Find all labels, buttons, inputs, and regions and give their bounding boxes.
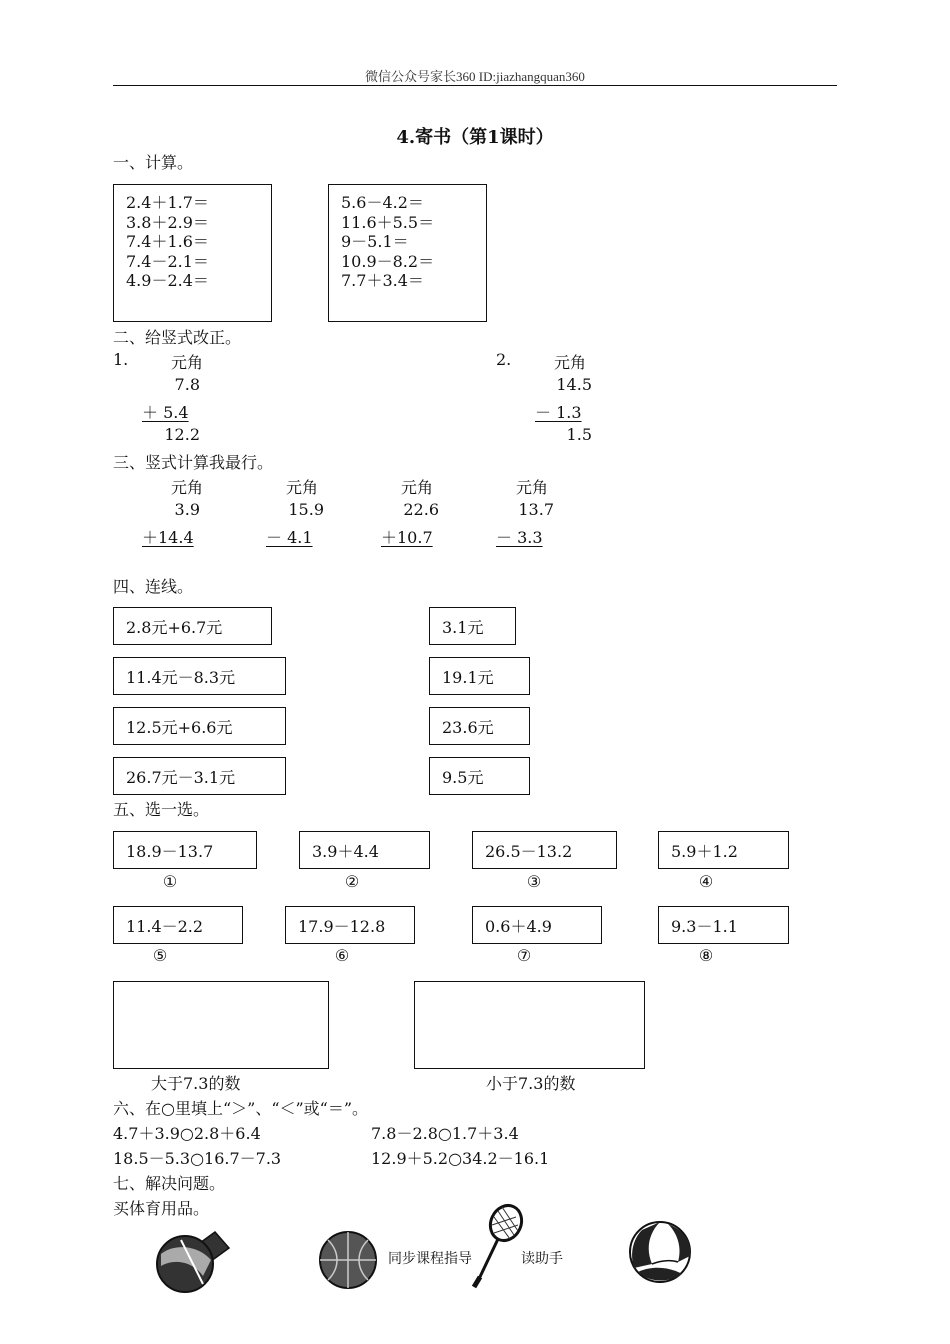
calc-item: 4.9－2.4＝ xyxy=(126,271,209,290)
choice-expr-3[interactable]: 26.5－13.2 xyxy=(472,831,617,869)
vertical-4-unit: 元角 xyxy=(516,478,549,497)
choice-expr-1[interactable]: 18.9－13.7 xyxy=(113,831,257,869)
correction-2-result: 1.5 xyxy=(566,425,592,444)
match-left-1[interactable]: 2.8元+6.7元 xyxy=(113,607,272,645)
calc-item: 11.6＋5.5＝ xyxy=(341,212,435,232)
match-left-4[interactable]: 26.7元－3.1元 xyxy=(113,757,286,795)
calc-item: 3.8＋2.9＝ xyxy=(126,212,209,232)
match-right-2[interactable]: 19.1元 xyxy=(429,657,530,695)
choice-num-3: ③ xyxy=(526,872,542,891)
less-than-answer-box[interactable] xyxy=(414,981,645,1069)
ping-pong-paddle-icon xyxy=(153,1226,233,1296)
correction-1-operand: ＋ 5.4 xyxy=(142,403,189,422)
match-left-2[interactable]: 11.4元－8.3元 xyxy=(113,657,286,695)
correction-2-number: 2. xyxy=(496,350,512,369)
watermark-text-right: 读助手 xyxy=(521,1251,563,1267)
choice-expr-6[interactable]: 17.9－12.8 xyxy=(285,906,415,944)
basketball-icon xyxy=(318,1230,378,1290)
choice-expr-2[interactable]: 3.9＋4.4 xyxy=(299,831,430,869)
compare-item[interactable]: 18.5－5.3○16.7－7.3 xyxy=(113,1149,282,1168)
match-right-1[interactable]: 3.1元 xyxy=(429,607,516,645)
calc-item: 7.4－2.1＝ xyxy=(126,251,209,271)
section6-heading: 六、在○里填上“＞”、“＜”或“＝”。 xyxy=(113,1099,369,1118)
section1-heading: 一、计算。 xyxy=(113,153,194,172)
section4-heading: 四、连线。 xyxy=(113,577,194,596)
section5-heading: 五、选一选。 xyxy=(113,800,210,819)
correction-2-unit: 元角 xyxy=(554,353,587,372)
compare-item[interactable]: 7.8－2.8○1.7＋3.4 xyxy=(371,1124,519,1143)
choice-num-1: ① xyxy=(162,872,178,891)
correction-1-unit: 元角 xyxy=(171,353,204,372)
choice-num-5: ⑤ xyxy=(152,946,168,965)
choice-expr-5[interactable]: 11.4－2.2 xyxy=(113,906,243,944)
vertical-2-unit: 元角 xyxy=(286,478,319,497)
vertical-4-top: 13.7 xyxy=(518,500,554,519)
choice-expr-4[interactable]: 5.9＋1.2 xyxy=(658,831,789,869)
choice-expr-7[interactable]: 0.6＋4.9 xyxy=(472,906,602,944)
greater-than-label: 大于7.3的数 xyxy=(151,1074,241,1093)
badminton-racket-icon xyxy=(470,1203,526,1289)
header-rule xyxy=(113,85,837,86)
correction-2-top: 14.5 xyxy=(556,375,592,394)
compare-item[interactable]: 12.9＋5.2○34.2－16.1 xyxy=(371,1149,550,1168)
calc-box-1 xyxy=(113,184,272,322)
vertical-2-operand: － 4.1 xyxy=(266,528,313,547)
greater-than-answer-box[interactable] xyxy=(113,981,329,1069)
volleyball-icon xyxy=(628,1220,692,1284)
calc-item: 5.6－4.2＝ xyxy=(341,193,424,212)
match-right-4[interactable]: 9.5元 xyxy=(429,757,530,795)
vertical-3-top: 22.6 xyxy=(403,500,439,519)
section3-heading: 三、竖式计算我最行。 xyxy=(113,453,274,472)
less-than-label: 小于7.3的数 xyxy=(486,1074,576,1093)
section2-heading: 二、给竖式改正。 xyxy=(113,328,242,347)
choice-num-6: ⑥ xyxy=(334,946,350,965)
section7-heading: 七、解决问题。 xyxy=(113,1174,226,1193)
watermark-text-left: 同步课程指导 xyxy=(388,1251,472,1267)
match-right-3[interactable]: 23.6元 xyxy=(429,707,530,745)
choice-num-4: ④ xyxy=(698,872,714,891)
page-title: 4.寄书（第1课时） xyxy=(396,127,554,148)
calc-item: 9－5.1＝ xyxy=(341,232,409,251)
vertical-1-operand: ＋14.4 xyxy=(142,528,194,547)
vertical-1-top: 3.9 xyxy=(174,500,200,519)
vertical-3-unit: 元角 xyxy=(401,478,434,497)
choice-num-2: ② xyxy=(344,872,360,891)
choice-num-8: ⑧ xyxy=(698,946,714,965)
vertical-3-operand: ＋10.7 xyxy=(381,528,433,547)
correction-1-number: 1. xyxy=(113,350,129,369)
correction-1-top: 7.8 xyxy=(174,375,200,394)
vertical-2-top: 15.9 xyxy=(288,500,324,519)
page-header: 微信公众号家长360 ID:jiazhangquan360 xyxy=(365,69,585,84)
choice-expr-8[interactable]: 9.3－1.1 xyxy=(658,906,789,944)
vertical-4-operand: － 3.3 xyxy=(496,528,543,547)
correction-2-operand: － 1.3 xyxy=(535,403,582,422)
section7-subheading: 买体育用品。 xyxy=(113,1199,210,1218)
calc-item: 2.4＋1.7＝ xyxy=(126,193,209,212)
correction-1-result: 12.2 xyxy=(164,425,200,444)
calc-item: 10.9－8.2＝ xyxy=(341,251,435,271)
compare-item[interactable]: 4.7＋3.9○2.8＋6.4 xyxy=(113,1124,261,1143)
match-left-3[interactable]: 12.5元+6.6元 xyxy=(113,707,286,745)
calc-item: 7.7＋3.4＝ xyxy=(341,271,424,290)
calc-item: 7.4＋1.6＝ xyxy=(126,232,209,251)
choice-num-7: ⑦ xyxy=(516,946,532,965)
calc-box-2 xyxy=(328,184,487,322)
vertical-1-unit: 元角 xyxy=(171,478,204,497)
